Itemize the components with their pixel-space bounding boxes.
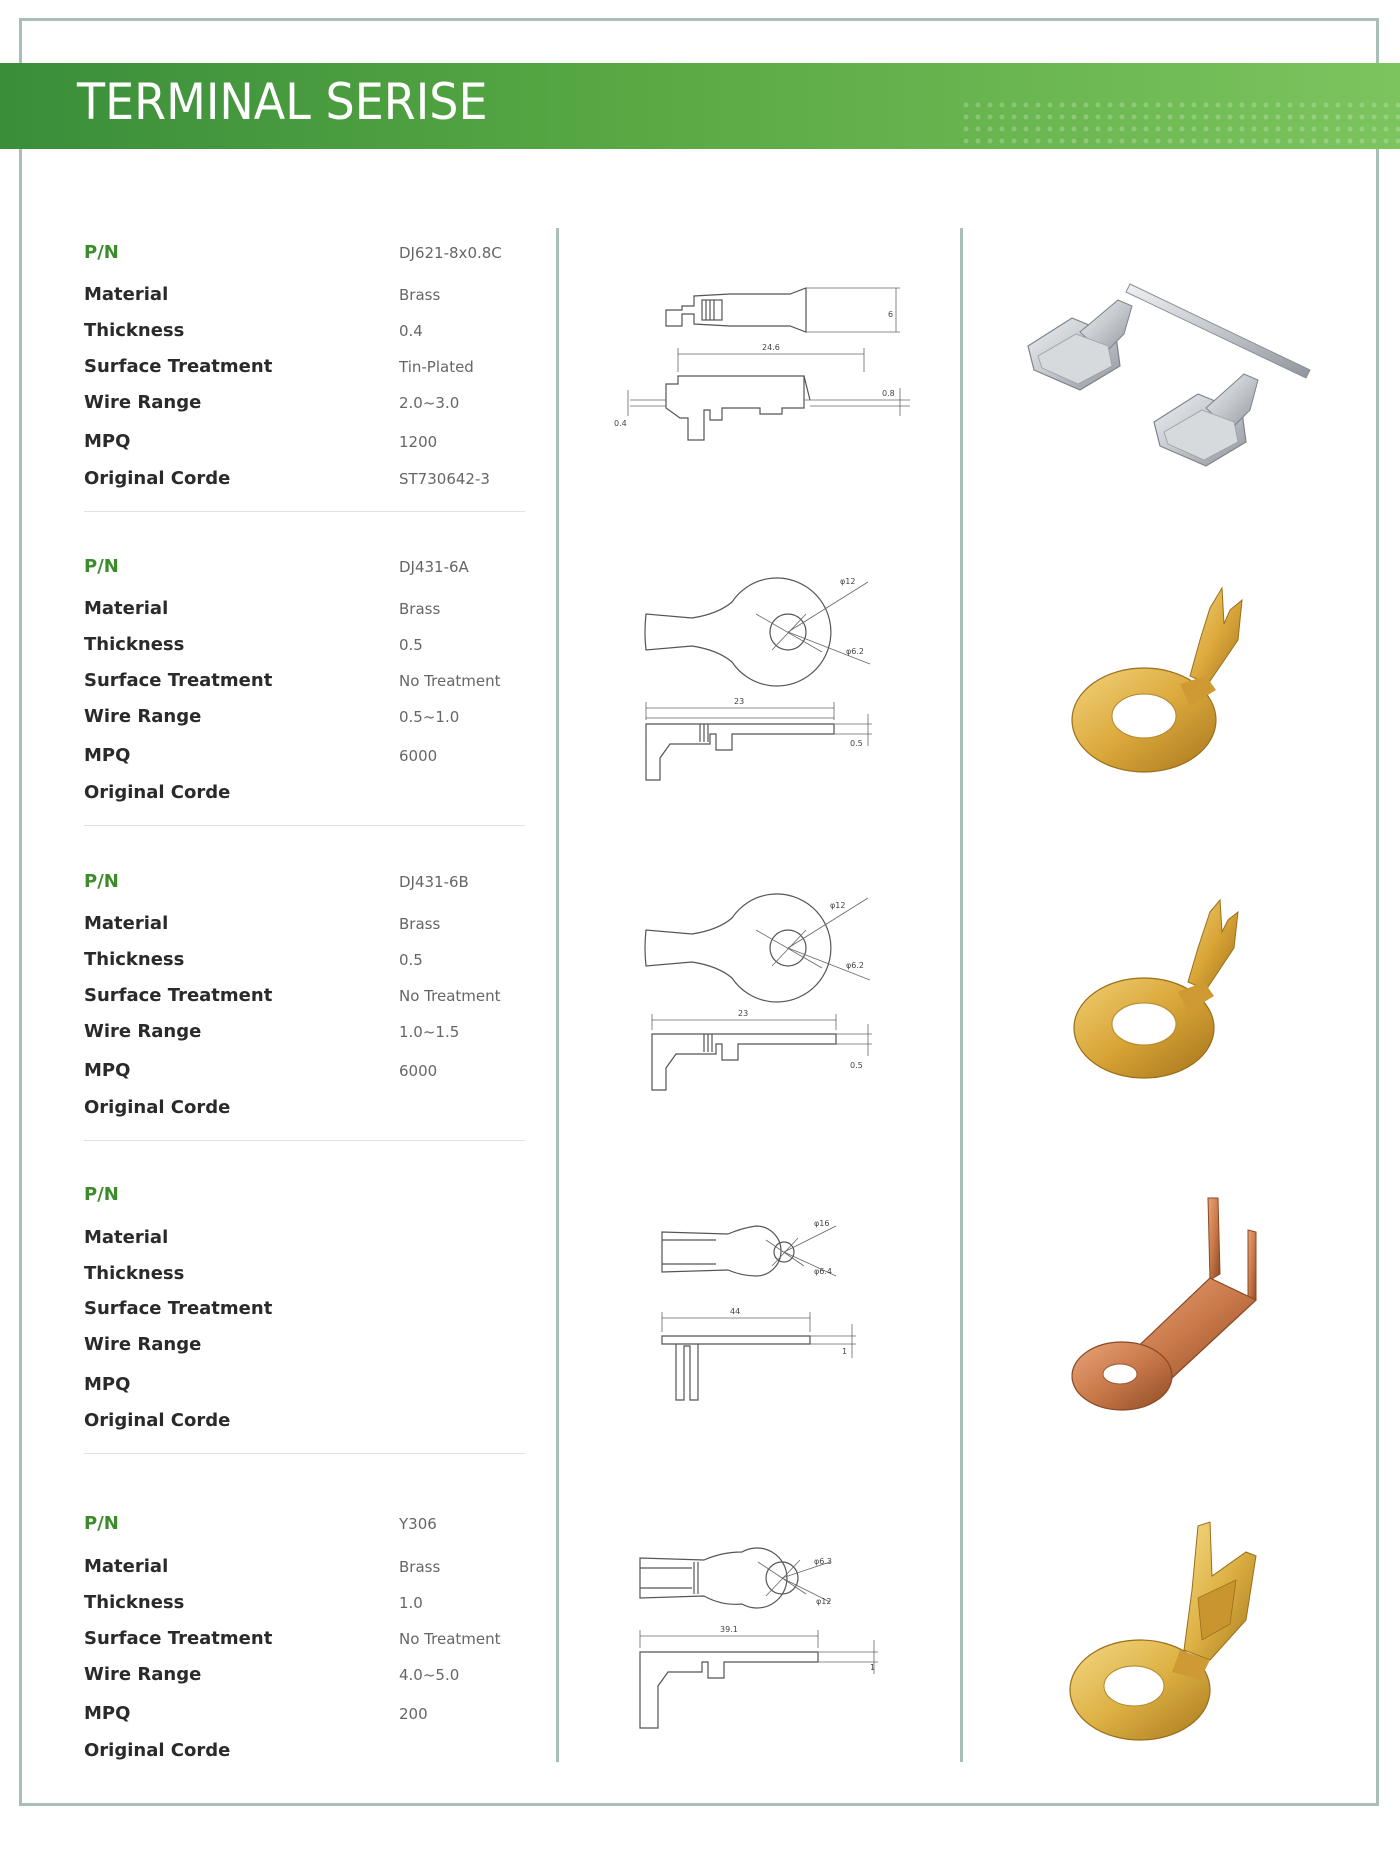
dimension-label: 1 <box>842 1347 848 1356</box>
page-title: TERMINAL SERISE <box>77 73 488 131</box>
spec-value: 6000 <box>399 1062 438 1080</box>
spec-label: Thickness <box>84 1263 185 1284</box>
technical-drawing-1 <box>610 280 910 450</box>
spec-value: 6000 <box>399 747 438 765</box>
spec-row-material <box>84 598 525 628</box>
dimension-label: 24.6 <box>762 343 780 352</box>
spec-row-material <box>84 1556 525 1586</box>
spec-row-surface <box>84 670 525 700</box>
spec-value: DJ431-6B <box>399 873 469 891</box>
column-divider-right <box>960 228 963 1762</box>
spec-row-mpq <box>84 431 525 461</box>
spec-row-mpq <box>84 745 525 775</box>
spec-value: No Treatment <box>399 987 501 1005</box>
spec-label: Original Corde <box>84 468 231 489</box>
spec-label: Material <box>84 284 169 305</box>
spec-label: MPQ <box>84 1374 131 1395</box>
spec-value: No Treatment <box>399 672 501 690</box>
spec-row-wire <box>84 1664 525 1694</box>
dimension-label: 39.1 <box>720 1625 738 1634</box>
spec-label: P/N <box>84 556 119 577</box>
spec-label: P/N <box>84 871 119 892</box>
dimension-label: φ16 <box>814 1219 830 1228</box>
banner-dot-pattern <box>960 99 1400 145</box>
spec-row-thickness <box>84 1263 525 1293</box>
spec-label: Surface Treatment <box>84 1628 273 1649</box>
dimension-label: φ12 <box>816 1597 832 1606</box>
technical-drawing-4 <box>656 1212 876 1412</box>
spec-value: Brass <box>399 286 441 304</box>
spec-label: MPQ <box>84 1703 131 1724</box>
dimension-label: φ12 <box>840 577 856 586</box>
spec-separator <box>84 511 525 512</box>
spec-row-pn <box>84 1513 525 1543</box>
dimension-label: 44 <box>730 1307 741 1316</box>
spec-row-pn <box>84 1184 525 1214</box>
dimension-label: φ6.2 <box>846 961 864 970</box>
spec-label: Wire Range <box>84 1021 202 1042</box>
spec-row-wire <box>84 1334 525 1364</box>
spec-row-pn <box>84 242 525 272</box>
spec-row-original <box>84 468 525 498</box>
spec-separator <box>84 1453 525 1454</box>
spec-label: Surface Treatment <box>84 985 273 1006</box>
spec-row-wire <box>84 706 525 736</box>
spec-value: 0.5~1.0 <box>399 708 460 726</box>
spec-row-material <box>84 284 525 314</box>
spec-label: MPQ <box>84 1060 131 1081</box>
product-photo-1 <box>1020 262 1320 472</box>
dimension-label: 23 <box>738 1009 749 1018</box>
dimension-label: 23 <box>734 697 745 706</box>
spec-label: Material <box>84 913 169 934</box>
spec-label: Original Corde <box>84 1097 231 1118</box>
spec-label: Surface Treatment <box>84 670 273 691</box>
spec-value: Y306 <box>399 1515 437 1533</box>
spec-label: Thickness <box>84 1592 185 1613</box>
dimension-label: 0.8 <box>882 389 895 398</box>
spec-value: Brass <box>399 1558 441 1576</box>
spec-row-surface <box>84 1298 525 1328</box>
dimension-label: φ6.4 <box>814 1267 832 1276</box>
spec-row-wire <box>84 392 525 422</box>
spec-value: Brass <box>399 915 441 933</box>
product-photo-3 <box>1060 898 1300 1098</box>
spec-value: 0.4 <box>399 322 423 340</box>
spec-label: MPQ <box>84 745 131 766</box>
spec-label: P/N <box>84 242 119 263</box>
spec-separator <box>84 825 525 826</box>
spec-label: Original Corde <box>84 782 231 803</box>
spec-value: 0.5 <box>399 636 423 654</box>
spec-label: Wire Range <box>84 1664 202 1685</box>
spec-value: DJ621-8x0.8C <box>399 244 502 262</box>
spec-value: 2.0~3.0 <box>399 394 460 412</box>
spec-label: MPQ <box>84 431 131 452</box>
spec-row-mpq <box>84 1703 525 1733</box>
technical-drawing-5 <box>632 1540 892 1740</box>
spec-row-surface <box>84 356 525 386</box>
spec-label: Original Corde <box>84 1410 231 1431</box>
spec-row-original <box>84 1740 525 1770</box>
product-photo-5 <box>1060 1520 1300 1750</box>
dimension-label: φ6.2 <box>846 647 864 656</box>
spec-row-pn <box>84 871 525 901</box>
spec-row-pn <box>84 556 525 586</box>
spec-row-original <box>84 1097 525 1127</box>
spec-value: DJ431-6A <box>399 558 469 576</box>
technical-drawing-2 <box>636 574 896 794</box>
spec-value: 1.0~1.5 <box>399 1023 460 1041</box>
spec-row-surface <box>84 1628 525 1658</box>
spec-value: 4.0~5.0 <box>399 1666 460 1684</box>
spec-row-original <box>84 782 525 812</box>
column-divider-left <box>556 228 559 1762</box>
spec-row-mpq <box>84 1374 525 1404</box>
spec-label: Wire Range <box>84 706 202 727</box>
spec-row-thickness <box>84 949 525 979</box>
dimension-label: 1 <box>870 1663 876 1672</box>
spec-label: Original Corde <box>84 1740 231 1761</box>
spec-label: Material <box>84 1227 169 1248</box>
technical-drawing-3 <box>636 890 896 1110</box>
spec-label: Wire Range <box>84 392 202 413</box>
spec-label: Material <box>84 598 169 619</box>
spec-row-original <box>84 1410 525 1440</box>
spec-label: P/N <box>84 1513 119 1534</box>
spec-row-thickness <box>84 320 525 350</box>
spec-label: Thickness <box>84 634 185 655</box>
dimension-label: φ12 <box>830 901 846 910</box>
product-photo-2 <box>1060 580 1300 780</box>
spec-label: Material <box>84 1556 169 1577</box>
dimension-label: 6 <box>888 310 894 319</box>
spec-row-thickness <box>84 634 525 664</box>
spec-row-thickness <box>84 1592 525 1622</box>
dimension-label: 0.5 <box>850 1061 863 1070</box>
spec-label: Thickness <box>84 320 185 341</box>
spec-row-surface <box>84 985 525 1015</box>
spec-value: Brass <box>399 600 441 618</box>
spec-value: 200 <box>399 1705 428 1723</box>
spec-value: No Treatment <box>399 1630 501 1648</box>
spec-row-material <box>84 1227 525 1257</box>
spec-label: Surface Treatment <box>84 1298 273 1319</box>
spec-value: 1.0 <box>399 1594 423 1612</box>
spec-value: Tin-Plated <box>399 358 474 376</box>
spec-row-mpq <box>84 1060 525 1090</box>
spec-row-material <box>84 913 525 943</box>
spec-value: 0.5 <box>399 951 423 969</box>
spec-value: ST730642-3 <box>399 470 490 488</box>
dimension-label: φ6.3 <box>814 1557 832 1566</box>
spec-separator <box>84 1140 525 1141</box>
dimension-label: 0.5 <box>850 739 863 748</box>
spec-label: Surface Treatment <box>84 356 273 377</box>
spec-row-wire <box>84 1021 525 1051</box>
spec-label: Wire Range <box>84 1334 202 1355</box>
spec-label: Thickness <box>84 949 185 970</box>
dimension-label: 0.4 <box>614 419 627 428</box>
header-banner <box>0 63 1400 149</box>
product-photo-4 <box>1070 1190 1290 1430</box>
spec-value: 1200 <box>399 433 438 451</box>
spec-label: P/N <box>84 1184 119 1205</box>
